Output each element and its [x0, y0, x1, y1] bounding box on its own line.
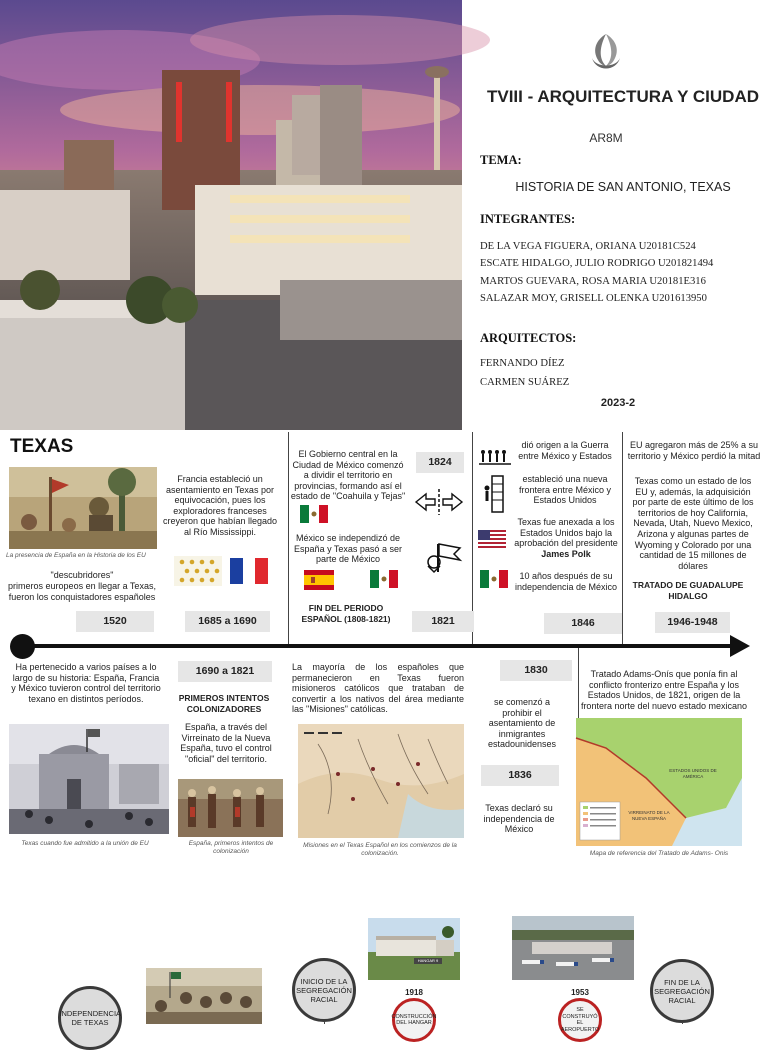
hangar-photo — [368, 918, 460, 980]
member-name: DE LA VEGA FIGUERA, ORIANA U20181C524 — [480, 241, 696, 252]
year-box-1836: 1836 — [481, 765, 559, 786]
war-soldiers-icon — [479, 446, 511, 468]
timeline-title: TEXAS — [10, 436, 74, 457]
gobierno-text: El Gobierno central en la Ciudad de México comenzó a dividir el territorio en provincias, formando así el estado de "Coahuila y Tejas" — [290, 449, 406, 502]
alamo-engraving — [9, 724, 169, 834]
caption-spain: La presencia de España en la Historia de los EU — [6, 552, 146, 559]
president-name: James Polk — [541, 549, 591, 559]
inicio-segregacion-badge — [292, 958, 356, 1022]
tratado-title: TRATADO DE GUADALUPE HIDALGO — [632, 580, 744, 601]
course-code: AR8M — [589, 131, 623, 145]
guerra-text: dió origen a la Guerra entre México y Estados — [518, 440, 612, 461]
independence-flag-icon — [424, 536, 464, 576]
members-list — [480, 238, 713, 308]
texas-estado-text: Texas como un estado de los EU y, además, la adquisición por parte de este último de los territorios de hoy California, Nevada, Utah, Nuevo Mexico, Arizona y algunas partes de Wyoming y Colorado por una cantidad de 15 millones de dólares — [632, 476, 754, 571]
year-box-1685: 1685 a 1690 — [185, 611, 270, 632]
san-antonio-skyline-photo — [0, 0, 462, 430]
prohibir-text: se comenzó a prohibir el asentamiento de inmigrantes estadounidenses — [487, 697, 557, 750]
map-label-usa: ESTADOS UNIDOS DE AMÉRICA — [669, 768, 717, 779]
francia-text: Francia estableció un asentamiento en Texas por equivocación, pues los exploradores franceses creyeron que habían llegado al Río Mississippi. — [162, 474, 278, 537]
badge-stem — [682, 1022, 683, 1024]
year-1953: 1953 — [571, 988, 589, 997]
diez-anos-text: 10 años después de su independencia de México — [514, 571, 618, 592]
airport-photo — [512, 916, 634, 980]
spain-history-painting — [9, 467, 157, 549]
member-name: MARTOS GUEVARA, ROSA MARIA U20181E316 — [480, 275, 706, 287]
border-split-arrows-icon — [414, 487, 464, 517]
caption-misiones: Misiones en el Texas Español en los comienzos de la colonización. — [303, 842, 457, 857]
year-box-1821: 1821 — [412, 611, 474, 632]
independencia-badge — [58, 986, 122, 1050]
virreinato-text: España, a través del Virreinato de la Nueva España, tuvo el control "oficial" del territorio. — [180, 722, 272, 764]
integrantes-label: INTEGRANTES: — [480, 212, 576, 226]
university-logo — [586, 32, 626, 72]
independence-battle-painting — [146, 968, 262, 1024]
french-royal-flag — [174, 556, 222, 586]
tema-value: HISTORIA DE SAN ANTONIO, TEXAS — [515, 180, 731, 194]
caption-espana: España, primeros intentos de colonización — [188, 840, 274, 855]
perteneciado-text: Ha pertenecido a varios países a lo largo de su historia: España, Francia y México tuvieron control del territorio texano en distintos períodos. — [11, 662, 161, 704]
caption-mapa: Mapa de referencia del Tratado de Adams- Onis — [589, 850, 729, 857]
year-box-1946: 1946-1948 — [655, 612, 730, 633]
timeline-arrow-head — [730, 635, 750, 657]
mexico-indep-text: México se independizó de España y Texas pasó a ser parte de México — [294, 533, 402, 565]
aeropuerto-badge — [558, 998, 602, 1042]
fin-segregacion-label: FIN DE LA SEGREGACIÓN RACIAL — [654, 977, 710, 1005]
year-box-1846: 1846 — [544, 613, 622, 634]
anexada-text: Texas fue anexada a los Estados Unidos bajo la aprobación del presidente — [514, 517, 618, 549]
frontera-text: estableció una nueva frontera entre México y Estados Unidos — [518, 474, 612, 506]
mexico-flag — [480, 570, 508, 588]
architects-list — [480, 354, 569, 392]
timeline-divider — [622, 432, 623, 644]
independencia-label: INDEPENDENCIA DE TEXAS — [59, 1009, 122, 1027]
course-title: TVIII - ARQUITECTURA Y CIUDAD — [486, 87, 759, 106]
spain-flag — [304, 570, 334, 590]
year-box-1830: 1830 — [500, 660, 572, 681]
descubridores-quote: "descubridores" — [50, 570, 114, 580]
member-name: ESCATE HIDALGO, JULIO RODRIGO U201821494 — [480, 258, 714, 270]
aeropuerto-label: SE CONSTRUYÓ EL AEROPUERTO — [560, 1007, 600, 1033]
map-label-nueva-espana: VIRREINATO DE LA NUEVA ESPAÑA — [628, 810, 670, 821]
inicio-segregacion-label: INICIO DE LA SEGREGACIÓN RACIAL — [296, 976, 352, 1004]
badge-stem — [324, 1022, 325, 1024]
colonization-painting — [178, 779, 283, 837]
year-box-1824: 1824 — [416, 452, 464, 473]
year-box-1520: 1520 — [76, 611, 154, 632]
mexico-flag — [300, 505, 328, 523]
mexico-flag — [370, 570, 398, 588]
declaro-text: Texas declaró su independencia de México — [483, 803, 555, 835]
architect-name: FERNANDO DÍEZ — [480, 358, 565, 369]
france-flag — [230, 558, 268, 584]
descubridores-text: primeros europeos en llegar a Texas, fueron los conquistadores españoles — [8, 581, 156, 602]
missions-map — [298, 724, 464, 838]
mayoria-text: La mayoría de los españoles que permanecieron en Texas fueron misioneros católicos que trataban de convertir a los nativos del área mediante las "Misiones" católicas. — [292, 662, 464, 715]
construccion-badge — [392, 998, 436, 1042]
caption-texas: Texas cuando fue admitido a la unión de EU — [21, 840, 149, 847]
year-1918: 1918 — [405, 988, 423, 997]
arquitectos-label: ARQUITECTOS: — [480, 331, 577, 345]
tema-label: TEMA: — [480, 153, 522, 167]
academic-year: 2023-2 — [600, 397, 636, 409]
eu-agregaron-text: EU agregaron más de 25% a su territorio y México perdió la mitad — [627, 440, 761, 461]
fin-segregacion-badge — [650, 959, 714, 1023]
construccion-label: CONSTRUCCIÓN DEL HANGAR — [391, 1013, 437, 1026]
border-wall-icon — [483, 474, 505, 514]
usa-flag — [478, 530, 506, 548]
primeros-title: PRIMEROS INTENTOS COLONIZADORES — [178, 693, 270, 714]
timeline-axis — [22, 644, 734, 648]
fin-periodo-title: FIN DEL PERIODO ESPAÑOL (1808-1821) — [301, 603, 391, 624]
architect-name: CARMEN SUÁREZ — [480, 377, 570, 388]
member-name: SALAZAR MOY, GRISELL OLENKA U201613950 — [480, 293, 707, 305]
year-box-1690: 1690 a 1821 — [178, 661, 272, 682]
hangar-sign: HANGAR 9 — [417, 958, 439, 963]
adams-onis-map — [576, 718, 742, 846]
timeline-start-dot — [10, 634, 35, 659]
adams-onis-text: Tratado Adams-Onís que ponía fin al conflicto fronterizo entre España y los Estados Unidos, de 1821, origen de la frontera norte del nuevo estado mexicano — [580, 669, 748, 711]
